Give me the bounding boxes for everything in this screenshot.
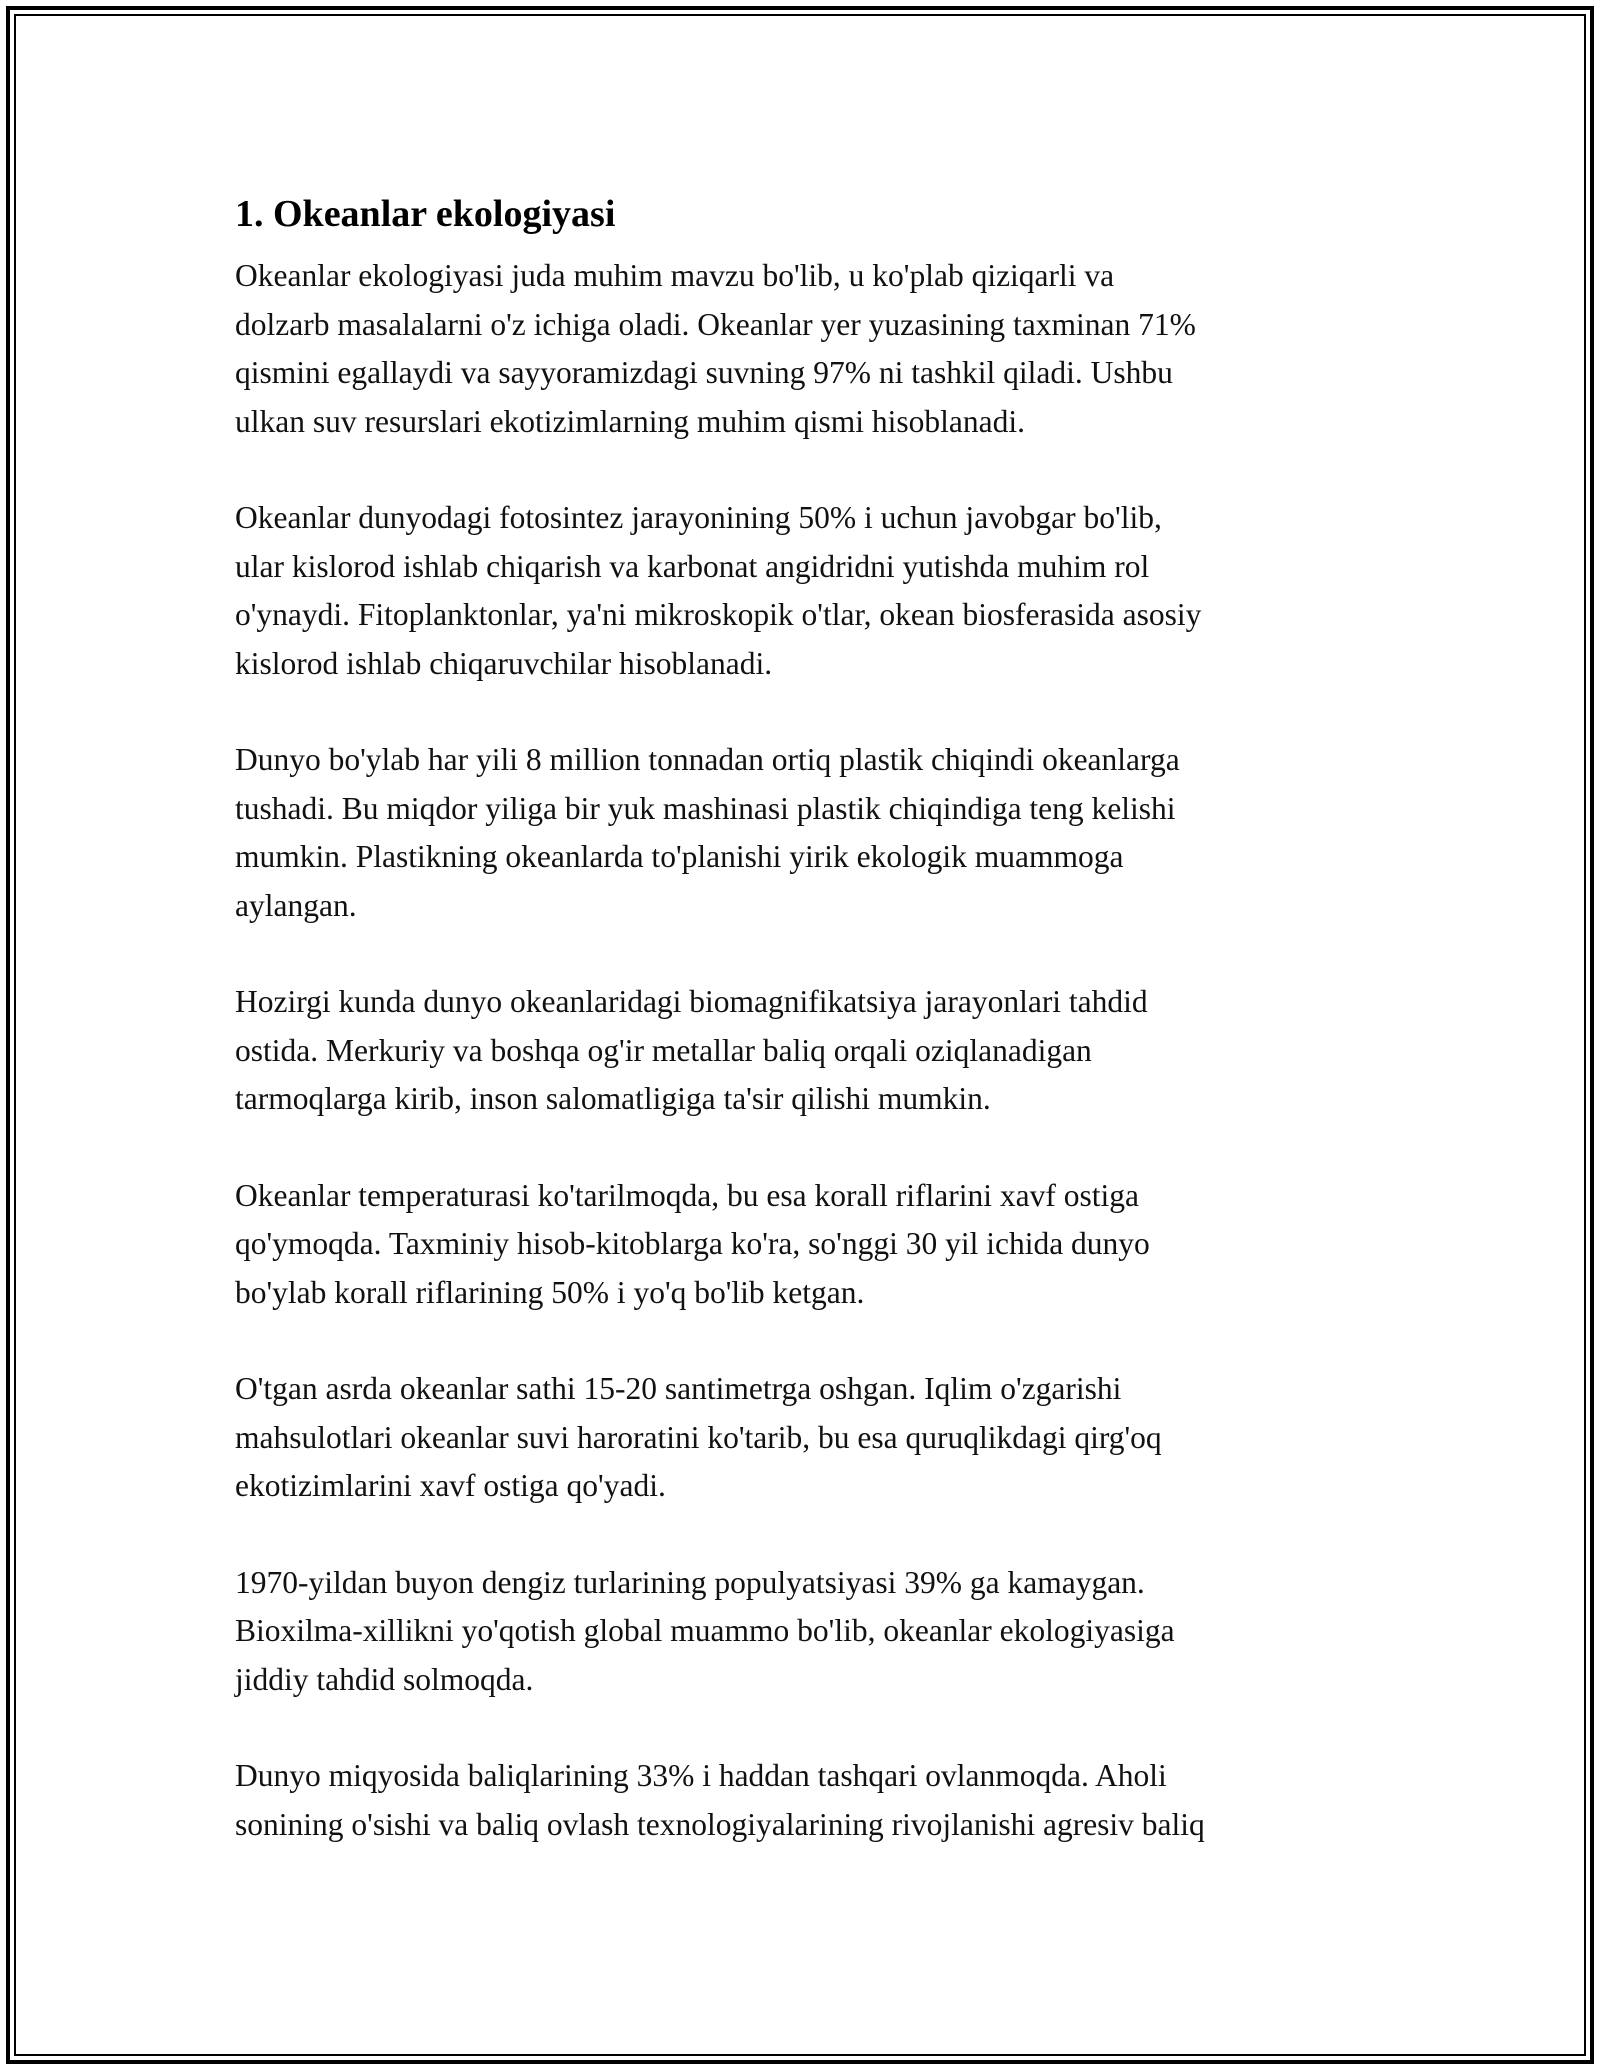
paragraph-list: [235, 252, 1375, 1849]
paragraph-line: mahsulotlari okeanlar suvi haroratini ko'tarib, bu esa quruqlikdagi qirg'oq: [235, 1419, 1162, 1455]
paragraph-line: sonining o'sishi va baliq ovlash texnologiyalarining rivojlanishi agresiv baliq: [235, 1806, 1205, 1842]
paragraph: [235, 1172, 1375, 1318]
section-heading: 1. Okeanlar ekologiyasi: [235, 193, 616, 235]
paragraph-line: mumkin. Plastikning okeanlarda to'planishi yirik ekologik muammoga: [235, 839, 1124, 874]
paragraph-line: Okeanlar temperaturasi ko'tarilmoqda, bu esa korall riflarini xavf ostiga: [235, 1177, 1139, 1213]
paragraph: [235, 494, 1375, 688]
paragraph-line: ekotizimlarini xavf ostiga qo'yadi.: [235, 1468, 666, 1503]
paragraph-line: Okeanlar dunyodagi fotosintez jarayonining 50% i uchun javobgar bo'lib,: [235, 500, 1162, 535]
paragraph-line: aylangan.: [235, 887, 357, 923]
paragraph-line: tushadi. Bu miqdor yiliga bir yuk mashinasi plastik chiqindiga teng kelishi: [235, 790, 1176, 826]
paragraph-line: tarmoqlarga kirib, inson salomatligiga ta'sir qilishi mumkin.: [235, 1081, 991, 1116]
paragraph-line: O'tgan asrda okeanlar sathi 15-20 santimetrga oshgan. Iqlim o'zgarishi: [235, 1371, 1122, 1406]
paragraph-line: ular kislorod ishlab chiqarish va karbonat angidridni yutishda muhim rol: [235, 548, 1150, 584]
paragraph: [235, 1365, 1375, 1511]
paragraph: [235, 978, 1375, 1124]
paragraph-line: kislorod ishlab chiqaruvchilar hisoblanadi.: [235, 645, 773, 681]
paragraph-line: o'ynaydi. Fitoplanktonlar, ya'ni mikroskopik o'tlar, okean biosferasida asosiy: [235, 597, 1202, 632]
paragraph-line: bo'ylab korall riflarining 50% i yo'q bo'lib ketgan.: [235, 1274, 865, 1310]
paragraph-line: Dunyo miqyosida baliqlarining 33% i haddan tashqari ovlanmoqda. Aholi: [235, 1758, 1167, 1793]
paragraph-line: Okeanlar ekologiyasi juda muhim mavzu bo'lib, u ko'plab qiziqarli va: [235, 258, 1115, 293]
paragraph-line: jiddiy tahdid solmoqda.: [235, 1661, 534, 1697]
paragraph-line: ostida. Merkuriy va boshqa og'ir metallar baliq orqali oziqlanadigan: [235, 1032, 1092, 1068]
paragraph-line: qo'ymoqda. Taxminiy hisob-kitoblarga ko'ra, so'nggi 30 yil ichida dunyo: [235, 1226, 1150, 1261]
paragraph-line: Hozirgi kunda dunyo okeanlaridagi biomagnifikatsiya jarayonlari tahdid: [235, 984, 1148, 1019]
paragraph-line: qismini egallaydi va sayyoramizdagi suvning 97% ni tashkil qiladi. Ushbu: [235, 355, 1173, 390]
paragraph-line: ulkan suv resurslari ekotizimlarning muhim qismi hisoblanadi.: [235, 403, 1026, 439]
paragraph-line: dolzarb masalalarni o'z ichiga oladi. Okeanlar yer yuzasining taxminan 71%: [235, 306, 1196, 342]
paragraph: [235, 1752, 1375, 1849]
paragraph: [235, 1559, 1375, 1705]
paragraph-line: Dunyo bo'ylab har yili 8 million tonnadan ortiq plastik chiqindi okeanlarga: [235, 742, 1180, 777]
paragraph-line: 1970-yildan buyon dengiz turlarining populyatsiyasi 39% ga kamaygan.: [235, 1564, 1145, 1600]
paragraph-line: Bioxilma-xillikni yo'qotish global muammo bo'lib, okeanlar ekologiyasiga: [235, 1613, 1175, 1648]
paragraph: [235, 252, 1375, 446]
paragraph: [235, 736, 1375, 930]
document-body: [235, 186, 1375, 1897]
